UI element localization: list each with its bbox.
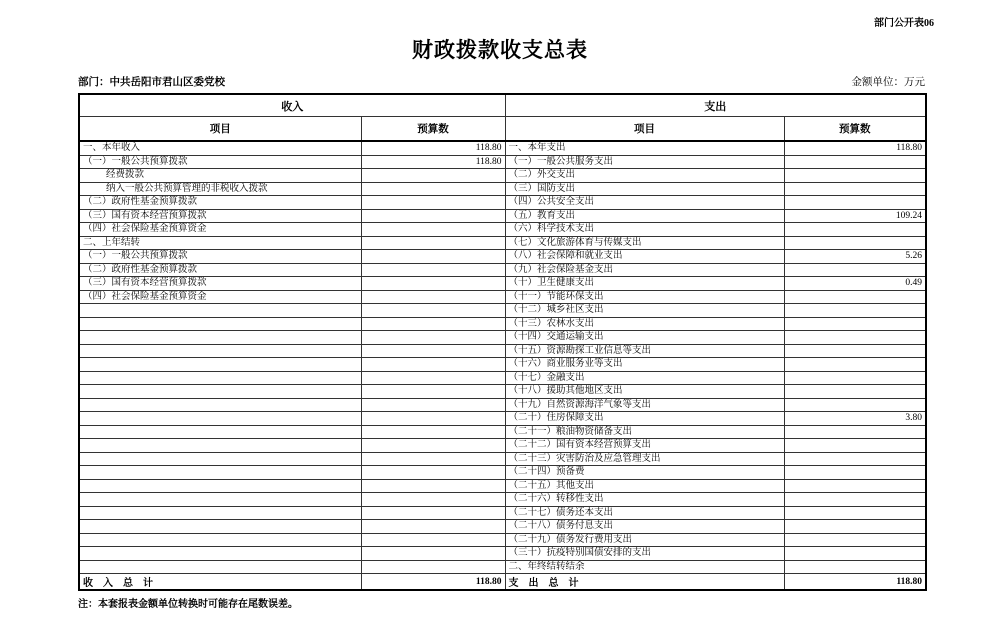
- table-row: [79, 385, 926, 399]
- expense-budget-cell: [784, 385, 926, 399]
- expense-budget-cell: 0.49: [784, 277, 926, 291]
- table-row: [79, 412, 926, 426]
- page-title: 财政拨款收支总表: [412, 38, 588, 62]
- income-budget-cell: [361, 236, 505, 250]
- income-item-cell: [79, 520, 361, 534]
- expense-item-cell: （二十四）预备费: [505, 466, 784, 480]
- expense-item-cell: （十七）金融支出: [505, 371, 784, 385]
- income-item-cell: [79, 385, 361, 399]
- income-section-header: 收入: [79, 94, 505, 117]
- expense-section-header: 支出: [505, 94, 926, 117]
- expense-budget-header: 预算数: [784, 117, 926, 142]
- expense-total-label: 支 出 总 计: [505, 574, 784, 591]
- expense-item-cell: （十六）商业服务业等支出: [505, 358, 784, 372]
- expense-item-cell: （三）国防支出: [505, 182, 784, 196]
- expense-item-cell: （五）教育支出: [505, 209, 784, 223]
- expense-budget-cell: [784, 155, 926, 169]
- expense-item-cell: （二十五）其他支出: [505, 479, 784, 493]
- total-row: [79, 574, 926, 591]
- income-budget-cell: [361, 182, 505, 196]
- income-budget-cell: [361, 452, 505, 466]
- expense-item-cell: 二、年终结转结余: [505, 560, 784, 574]
- expense-budget-cell: 118.80: [784, 141, 926, 155]
- income-item-cell: [79, 317, 361, 331]
- table-row: [79, 425, 926, 439]
- income-item-cell: 纳入一般公共预算管理的非税收入拨款: [79, 182, 361, 196]
- expense-item-cell: （十五）资源勘探工业信息等支出: [505, 344, 784, 358]
- table-row: [79, 290, 926, 304]
- income-budget-cell: [361, 385, 505, 399]
- income-item-cell: （二）政府性基金预算拨款: [79, 196, 361, 210]
- income-budget-header: 预算数: [361, 117, 505, 142]
- income-item-cell: [79, 304, 361, 318]
- table-row: [79, 196, 926, 210]
- expense-item-cell: （二）外交支出: [505, 169, 784, 183]
- table-row: [79, 520, 926, 534]
- income-item-cell: [79, 493, 361, 507]
- income-item-cell: [79, 412, 361, 426]
- expense-budget-cell: [784, 452, 926, 466]
- income-budget-cell: 118.80: [361, 141, 505, 155]
- corner-form-number: 部门公开表06: [874, 18, 934, 29]
- table-body: [79, 141, 926, 574]
- income-budget-cell: [361, 466, 505, 480]
- expense-item-cell: （十二）城乡社区支出: [505, 304, 784, 318]
- expense-budget-cell: 109.24: [784, 209, 926, 223]
- expense-item-cell: （七）文化旅游体育与传媒支出: [505, 236, 784, 250]
- income-budget-cell: [361, 331, 505, 345]
- table-row: [79, 547, 926, 561]
- income-budget-cell: [361, 547, 505, 561]
- income-budget-cell: [361, 520, 505, 534]
- expense-budget-cell: [784, 331, 926, 345]
- expense-budget-cell: [784, 439, 926, 453]
- expense-item-cell: （三十）抗疫特别国债安排的支出: [505, 547, 784, 561]
- expense-item-cell: （六）科学技术支出: [505, 223, 784, 237]
- expense-item-cell: （十八）援助其他地区支出: [505, 385, 784, 399]
- expense-item-cell: （二十八）债务付息支出: [505, 520, 784, 534]
- income-item-cell: [79, 398, 361, 412]
- income-budget-cell: [361, 425, 505, 439]
- income-budget-cell: [361, 506, 505, 520]
- expense-budget-cell: [784, 304, 926, 318]
- income-budget-cell: [361, 398, 505, 412]
- income-item-cell: [79, 479, 361, 493]
- income-item-header: 项目: [79, 117, 361, 142]
- expense-budget-cell: 3.80: [784, 412, 926, 426]
- income-budget-cell: [361, 196, 505, 210]
- table-row: [79, 493, 926, 507]
- expense-item-cell: （八）社会保障和就业支出: [505, 250, 784, 264]
- expense-item-cell: （十三）农林水支出: [505, 317, 784, 331]
- income-item-cell: [79, 425, 361, 439]
- table-row: [79, 182, 926, 196]
- income-budget-cell: [361, 277, 505, 291]
- table-row: [79, 169, 926, 183]
- expense-item-cell: （四）公共安全支出: [505, 196, 784, 210]
- table-row: [79, 236, 926, 250]
- income-budget-cell: [361, 479, 505, 493]
- income-item-cell: （四）社会保险基金预算资金: [79, 223, 361, 237]
- expense-item-cell: （十）卫生健康支出: [505, 277, 784, 291]
- expense-budget-cell: [784, 506, 926, 520]
- expense-item-cell: （二十三）灾害防治及应急管理支出: [505, 452, 784, 466]
- income-budget-cell: [361, 250, 505, 264]
- table-row: [79, 439, 926, 453]
- footnote: 注：本套报表金额单位转换时可能存在尾数误差。: [78, 599, 298, 610]
- expense-budget-cell: [784, 533, 926, 547]
- expense-budget-cell: [784, 290, 926, 304]
- expense-budget-cell: [784, 263, 926, 277]
- income-item-cell: （四）社会保险基金预算资金: [79, 290, 361, 304]
- expense-budget-cell: [784, 466, 926, 480]
- income-item-cell: [79, 439, 361, 453]
- income-budget-cell: 118.80: [361, 155, 505, 169]
- income-item-cell: [79, 331, 361, 345]
- table-header: [79, 94, 926, 141]
- income-budget-cell: [361, 169, 505, 183]
- expense-item-cell: （二十七）债务还本支出: [505, 506, 784, 520]
- expense-budget-cell: [784, 398, 926, 412]
- income-item-cell: [79, 452, 361, 466]
- income-budget-cell: [361, 493, 505, 507]
- meta-row: [78, 74, 925, 89]
- income-budget-cell: [361, 290, 505, 304]
- table-row: [79, 263, 926, 277]
- income-item-cell: （三）国有资本经营预算拨款: [79, 209, 361, 223]
- table-row: [79, 371, 926, 385]
- table-row: [79, 466, 926, 480]
- expense-budget-cell: [784, 223, 926, 237]
- income-item-cell: （二）政府性基金预算拨款: [79, 263, 361, 277]
- income-budget-cell: [361, 560, 505, 574]
- expense-budget-cell: [784, 358, 926, 372]
- table-row: [79, 250, 926, 264]
- table-row: [79, 209, 926, 223]
- budget-table: [78, 93, 927, 591]
- income-item-cell: [79, 358, 361, 372]
- expense-budget-cell: [784, 317, 926, 331]
- expense-item-cell: （一）一般公共服务支出: [505, 155, 784, 169]
- income-item-cell: [79, 466, 361, 480]
- table-row: [79, 155, 926, 169]
- table-row: [79, 344, 926, 358]
- expense-budget-cell: [784, 560, 926, 574]
- expense-budget-cell: [784, 182, 926, 196]
- income-budget-cell: [361, 358, 505, 372]
- expense-budget-cell: [784, 493, 926, 507]
- expense-item-cell: （二十二）国有资本经营预算支出: [505, 439, 784, 453]
- expense-total-value: 118.80: [784, 574, 926, 591]
- income-budget-cell: [361, 344, 505, 358]
- expense-budget-cell: [784, 479, 926, 493]
- income-budget-cell: [361, 439, 505, 453]
- expense-budget-cell: [784, 547, 926, 561]
- income-item-cell: [79, 560, 361, 574]
- expense-item-cell: （二十）住房保障支出: [505, 412, 784, 426]
- income-item-cell: （一）一般公共预算拨款: [79, 155, 361, 169]
- expense-budget-cell: [784, 520, 926, 534]
- income-budget-cell: [361, 412, 505, 426]
- expense-item-cell: （十九）自然资源海洋气象等支出: [505, 398, 784, 412]
- table-row: [79, 452, 926, 466]
- income-budget-cell: [361, 533, 505, 547]
- income-budget-cell: [361, 304, 505, 318]
- income-budget-cell: [361, 209, 505, 223]
- expense-item-cell: （二十九）债务发行费用支出: [505, 533, 784, 547]
- table-footer: [79, 574, 926, 591]
- income-total-label: 收 入 总 计: [79, 574, 361, 591]
- expense-budget-cell: [784, 425, 926, 439]
- table-row: [79, 560, 926, 574]
- income-item-cell: 经费拨款: [79, 169, 361, 183]
- income-budget-cell: [361, 317, 505, 331]
- income-item-cell: （三）国有资本经营预算拨款: [79, 277, 361, 291]
- table-row: [79, 277, 926, 291]
- income-item-cell: （一）一般公共预算拨款: [79, 250, 361, 264]
- expense-item-cell: （十一）节能环保支出: [505, 290, 784, 304]
- table-row: [79, 317, 926, 331]
- table-row: [79, 533, 926, 547]
- expense-budget-cell: [784, 196, 926, 210]
- income-item-cell: 二、上年结转: [79, 236, 361, 250]
- income-total-value: 118.80: [361, 574, 505, 591]
- income-item-cell: [79, 371, 361, 385]
- income-item-cell: [79, 344, 361, 358]
- expense-item-cell: 一、本年支出: [505, 141, 784, 155]
- expense-item-cell: （二十一）粮油物资储备支出: [505, 425, 784, 439]
- column-header-row: [79, 117, 926, 142]
- income-item-cell: [79, 547, 361, 561]
- income-budget-cell: [361, 371, 505, 385]
- table-row: [79, 331, 926, 345]
- expense-budget-cell: [784, 236, 926, 250]
- amount-unit-label: 金额单位：万元: [851, 77, 925, 88]
- income-budget-cell: [361, 223, 505, 237]
- expense-budget-cell: [784, 344, 926, 358]
- table-row: [79, 223, 926, 237]
- section-header-row: [79, 94, 926, 117]
- table-row: [79, 358, 926, 372]
- expense-item-header: 项目: [505, 117, 784, 142]
- income-budget-cell: [361, 263, 505, 277]
- expense-item-cell: （九）社会保险基金支出: [505, 263, 784, 277]
- expense-budget-cell: [784, 169, 926, 183]
- table-row: [79, 304, 926, 318]
- expense-item-cell: （十四）交通运输支出: [505, 331, 784, 345]
- table-row: [79, 398, 926, 412]
- income-item-cell: [79, 506, 361, 520]
- expense-budget-cell: 5.26: [784, 250, 926, 264]
- income-item-cell: 一、本年收入: [79, 141, 361, 155]
- table-row: [79, 506, 926, 520]
- department-label: 部门：中共岳阳市君山区委党校: [78, 77, 225, 88]
- expense-item-cell: （二十六）转移性支出: [505, 493, 784, 507]
- table-row: [79, 141, 926, 155]
- expense-budget-cell: [784, 371, 926, 385]
- table-row: [79, 479, 926, 493]
- income-item-cell: [79, 533, 361, 547]
